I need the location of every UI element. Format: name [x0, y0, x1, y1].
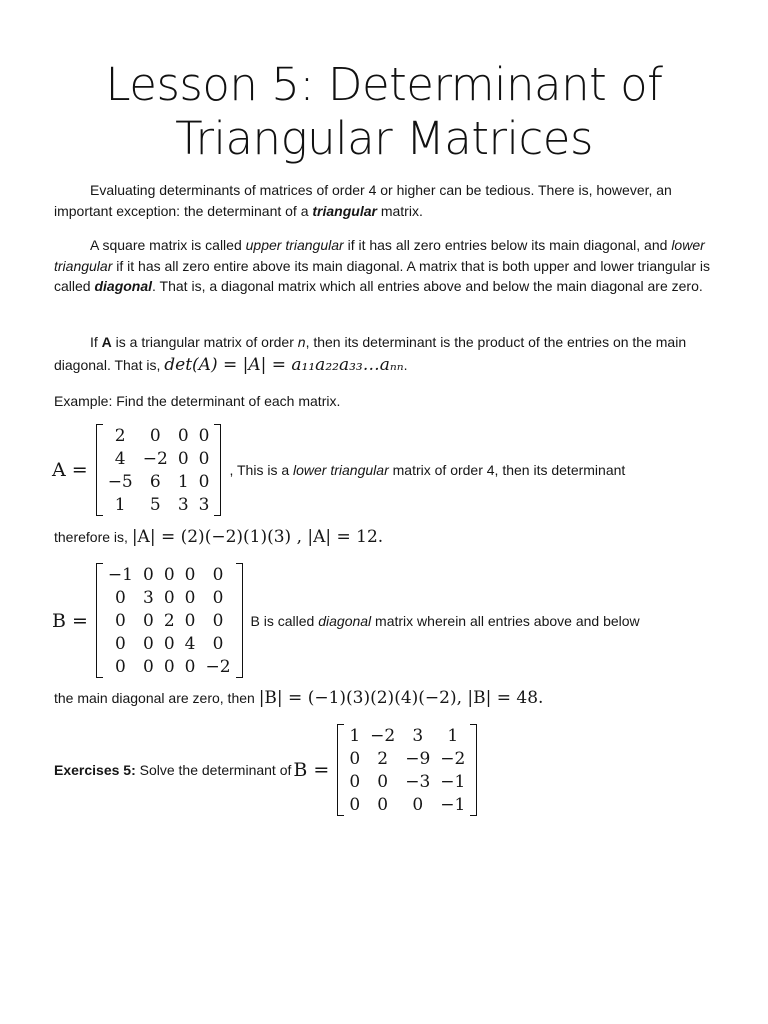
- matrix-row: [103, 447, 215, 470]
- matrix-row: [103, 655, 236, 678]
- matrix-cell: 0: [349, 748, 361, 769]
- theorem-paragraph: If A is a triangular matrix of order n, then its determinant is the product of the entries on the main diagonal. That is, det(A) = |A| = a₁₁a₂₂a₃₃…aₙₙ.: [54, 334, 687, 375]
- matrix-cell: −1: [440, 794, 466, 815]
- exercise-label: Exercises 5:: [54, 762, 136, 778]
- matrix-cell: 4: [114, 448, 126, 469]
- matrix-cell: −5: [107, 471, 133, 492]
- term-diagonal: diagonal: [94, 278, 153, 294]
- matrix-row: [103, 609, 236, 632]
- matrix-cell: 0: [177, 425, 189, 446]
- matrix-cell: 1: [114, 494, 126, 515]
- matrix-cell: 0: [115, 587, 126, 608]
- matrix-cell: 0: [212, 633, 224, 654]
- matrix-cell: 0: [115, 656, 126, 677]
- matrix-cell: 0: [184, 610, 196, 631]
- matrix-cell: 0: [212, 610, 224, 631]
- title-line-2: Triangular Matrices: [175, 112, 593, 165]
- matrix-cell: 0: [184, 587, 196, 608]
- matrix-row: [103, 563, 236, 586]
- matrix-a-description: , This is a lower triangular matrix of order 4, then its determinant: [229, 462, 626, 478]
- matrix-cell: 1: [177, 471, 189, 492]
- matrix-cell: −2: [370, 725, 396, 746]
- matrix-cell: −3: [405, 771, 431, 792]
- matrix-cell: −1: [107, 564, 133, 585]
- matrix-cell: 0: [115, 633, 126, 654]
- matrix-cell: 0: [377, 771, 389, 792]
- matrix-cell: 6: [149, 471, 161, 492]
- intro-paragraph: Evaluating determinants of matrices of order 4 or higher can be tedious. There is, however, an important exception: the determinant of a triangular matrix.: [54, 182, 672, 219]
- matrix-row: [344, 747, 470, 770]
- matrix-cell: 0: [163, 564, 175, 585]
- term-lower-triangular: lower triangular: [54, 237, 705, 274]
- example-label: Example: Find the determinant of each matrix.: [54, 393, 341, 409]
- matrix-cell: 0: [163, 656, 175, 677]
- matrix-cell: −2: [142, 448, 168, 469]
- matrix-cell: 0: [163, 587, 175, 608]
- exercise-matrix: [337, 724, 477, 816]
- matrix-a-result: therefore is, |A| = (2)(−2)(1)(3) , |A| = 12.: [54, 527, 384, 547]
- matrix-cell: 0: [198, 448, 210, 469]
- matrix-cell: 0: [142, 656, 154, 677]
- matrix-cell: 0: [198, 425, 210, 446]
- matrix-cell: 0: [184, 564, 196, 585]
- matrix-b-description: B is called diagonal matrix wherein all entries above and below: [250, 612, 640, 629]
- matrix-row: [103, 586, 236, 609]
- matrix-cell: 2: [377, 748, 389, 769]
- title-line-1: Lesson 5: Determinant of: [105, 58, 663, 111]
- matrix-row: [344, 724, 470, 747]
- matrix-cell: 2: [114, 425, 126, 446]
- matrix-cell: 0: [142, 633, 154, 654]
- matrix-row: [344, 793, 470, 816]
- matrix-row: [103, 424, 215, 447]
- matrix-cell: 0: [377, 794, 389, 815]
- page-title: [0, 58, 768, 166]
- result-a-formula: |A| = (2)(−2)(1)(3) , |A| = 12.: [131, 527, 384, 547]
- matrix-a-lhs: A =: [52, 459, 88, 481]
- definition-paragraph: A square matrix is called upper triangular if it has all zero entries below its main diagonal, and lower triangular if it has all zero entire above its main diagonal. A matrix that is both upper and lower triangular is called diagonal. That is, a diagonal matrix which all entries above and below the main diagonal are zero.: [54, 237, 711, 294]
- matrix-row: [103, 493, 215, 516]
- matrix-cell: 1: [349, 725, 361, 746]
- matrix-cell: 3: [177, 494, 189, 515]
- matrix-b: [96, 563, 243, 678]
- matrix-a-block: [52, 424, 625, 516]
- matrix-cell: 3: [412, 725, 424, 746]
- matrix-cell: 0: [177, 448, 189, 469]
- matrix-cell: 0: [412, 794, 424, 815]
- matrix-row: [103, 632, 236, 655]
- matrix-cell: 0: [142, 564, 154, 585]
- exercise-block: [54, 724, 477, 816]
- matrix-cell: 1: [447, 725, 459, 746]
- term-triangular: triangular: [312, 202, 377, 219]
- matrix-cell: 3: [142, 587, 154, 608]
- matrix-cell: −2: [440, 748, 466, 769]
- matrix-cell: −1: [440, 771, 466, 792]
- matrix-cell: 0: [115, 610, 126, 631]
- matrix-cell: −9: [405, 748, 431, 769]
- matrix-cell: 0: [349, 794, 361, 815]
- matrix-cell: 4: [184, 633, 196, 654]
- result-b-formula: |B| = (−1)(3)(2)(4)(−2), |B| = 48.: [258, 688, 544, 708]
- matrix-cell: 0: [212, 564, 224, 585]
- matrix-cell: 0: [184, 656, 196, 677]
- matrix-a: [96, 424, 222, 516]
- matrix-cell: 0: [163, 633, 175, 654]
- matrix-row: [344, 770, 470, 793]
- matrix-cell: 0: [149, 425, 161, 446]
- matrix-b-lhs: B =: [52, 609, 88, 632]
- matrix-row: [103, 470, 215, 493]
- matrix-cell: 5: [149, 494, 161, 515]
- exercise-text: Exercises 5: Solve the determinant of: [54, 762, 292, 778]
- matrix-b-result: the main diagonal are zero, then |B| = (−1)(3)(2)(4)(−2), |B| = 48.: [54, 688, 544, 708]
- exercise-lhs: B =: [293, 759, 330, 781]
- matrix-cell: 2: [163, 610, 175, 631]
- determinant-formula: det(A) = |A| = a₁₁a₂₂a₃₃…aₙₙ: [164, 355, 404, 375]
- matrix-b-block: [52, 563, 640, 678]
- matrix-cell: −2: [205, 656, 231, 677]
- matrix-cell: 0: [198, 471, 210, 492]
- matrix-cell: 3: [198, 494, 210, 515]
- matrix-cell: 0: [212, 587, 224, 608]
- matrix-cell: 0: [142, 610, 154, 631]
- term-upper-triangular: upper triangular: [245, 237, 344, 253]
- matrix-cell: 0: [349, 771, 361, 792]
